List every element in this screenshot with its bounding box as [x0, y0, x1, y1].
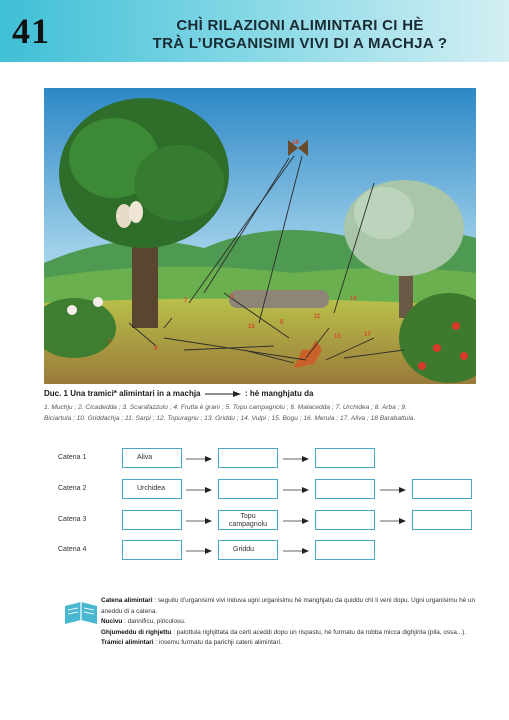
- scene-label: 11: [314, 314, 321, 320]
- glossary-entry: Ghjumeddu di righjettu : palottula righjittata da certi aceddi dopu un rispastu, hè furmatu da robba micca dighjirita (pila, ossa...).: [101, 628, 467, 636]
- chain-box[interactable]: Topu campagnolu: [218, 510, 278, 530]
- chain-box[interactable]: [412, 479, 472, 499]
- chain-box[interactable]: [412, 510, 472, 530]
- chain-box[interactable]: [122, 510, 182, 530]
- scene-label: 1: [108, 339, 112, 345]
- fallen-log: [229, 290, 329, 308]
- scene-svg: [44, 88, 476, 384]
- scene-label: 10: [248, 324, 255, 330]
- chain-box[interactable]: [315, 479, 375, 499]
- scene-label: 14: [350, 296, 357, 302]
- chain-box[interactable]: [218, 479, 278, 499]
- arrow-icon: [185, 547, 213, 555]
- chain-box[interactable]: [315, 510, 375, 530]
- chain-box[interactable]: Griddu: [218, 540, 278, 560]
- glossary-entry: Trámici alimintari : insemu furmatu da parichji cateni alimintari.: [101, 639, 282, 646]
- chain-box[interactable]: [122, 540, 182, 560]
- legend-line-1: 1. Muchju ; 2. Cicadedda ; 3. Scarafazzulu ; 4. Frutta è grani ; 5. Topu campagnolu ; 6. Malacedda ; 7. Urchidea ; 8. Arba ; 9.: [44, 404, 407, 411]
- chain-label: Catena 4: [58, 546, 87, 553]
- arrow-icon: [282, 486, 310, 494]
- scene-label: 7: [184, 298, 188, 304]
- chain-box[interactable]: [315, 540, 375, 560]
- species-legend: [44, 402, 476, 424]
- book-icon: [63, 600, 99, 628]
- arrow-icon: [379, 486, 407, 494]
- glossary-entry: Nucivu : dannificu, piriculosu.: [101, 618, 186, 625]
- arrow-icon: [185, 486, 213, 494]
- legend-line-2: Biciartula ; 10. Griddachja ; 11. Sarpi ; 12. Topuragnu ; 13. Griddu ; 14. Vulpi ; 15. Bogu ; 16. Merula ; 17. Aliva ; 18 Barabattula.: [44, 415, 416, 422]
- scene-label: 13: [334, 334, 341, 340]
- arrow-icon: [203, 391, 243, 397]
- arrow-icon: [185, 455, 213, 463]
- arrow-icon: [379, 517, 407, 525]
- chain-label: Catena 2: [58, 485, 87, 492]
- chain-box[interactable]: [315, 448, 375, 468]
- arrow-icon: [282, 517, 310, 525]
- scene-label: 9: [154, 346, 158, 352]
- chain-box[interactable]: Urchidea: [122, 479, 182, 499]
- chain-box[interactable]: [218, 448, 278, 468]
- caption-arrow-meaning: : hè manghjatu da: [244, 389, 314, 398]
- scene-label: 5: [280, 320, 284, 326]
- title-line-1: CHÌ RILAZIONI ALIMINTARI CI HÈ: [176, 17, 424, 34]
- scene-label: 18: [292, 140, 299, 146]
- lesson-header: [0, 0, 509, 62]
- glossary: [101, 596, 481, 649]
- food-web-illustration: [44, 88, 476, 384]
- page-title: [100, 17, 500, 53]
- arrow-icon: [282, 547, 310, 555]
- arrow-icon: [185, 517, 213, 525]
- caption-label: Duc. 1 Una tramici* alimintari in a machja: [44, 389, 201, 398]
- arrow-icon: [282, 455, 310, 463]
- chain-box[interactable]: Aliva: [122, 448, 182, 468]
- lesson-number: 41: [12, 11, 50, 51]
- chain-label: Catena 3: [58, 516, 87, 523]
- title-line-2: TRÀ L’URGANISIMI VIVI DI A MACHJA ?: [152, 35, 448, 52]
- chain-label: Catena 1: [58, 454, 87, 461]
- glossary-entry: Catena alimintari : seguitu d’urganisimi vivi induva ugni urganisimu hè manghjatu da quiddu chì li veni dopu. Ugni urganisimu hè un aneddu di a catena.: [101, 597, 476, 615]
- owl: [129, 201, 143, 223]
- scene-label: 17: [364, 332, 371, 338]
- figure-caption: [44, 389, 484, 398]
- scene-label: 3: [230, 294, 234, 300]
